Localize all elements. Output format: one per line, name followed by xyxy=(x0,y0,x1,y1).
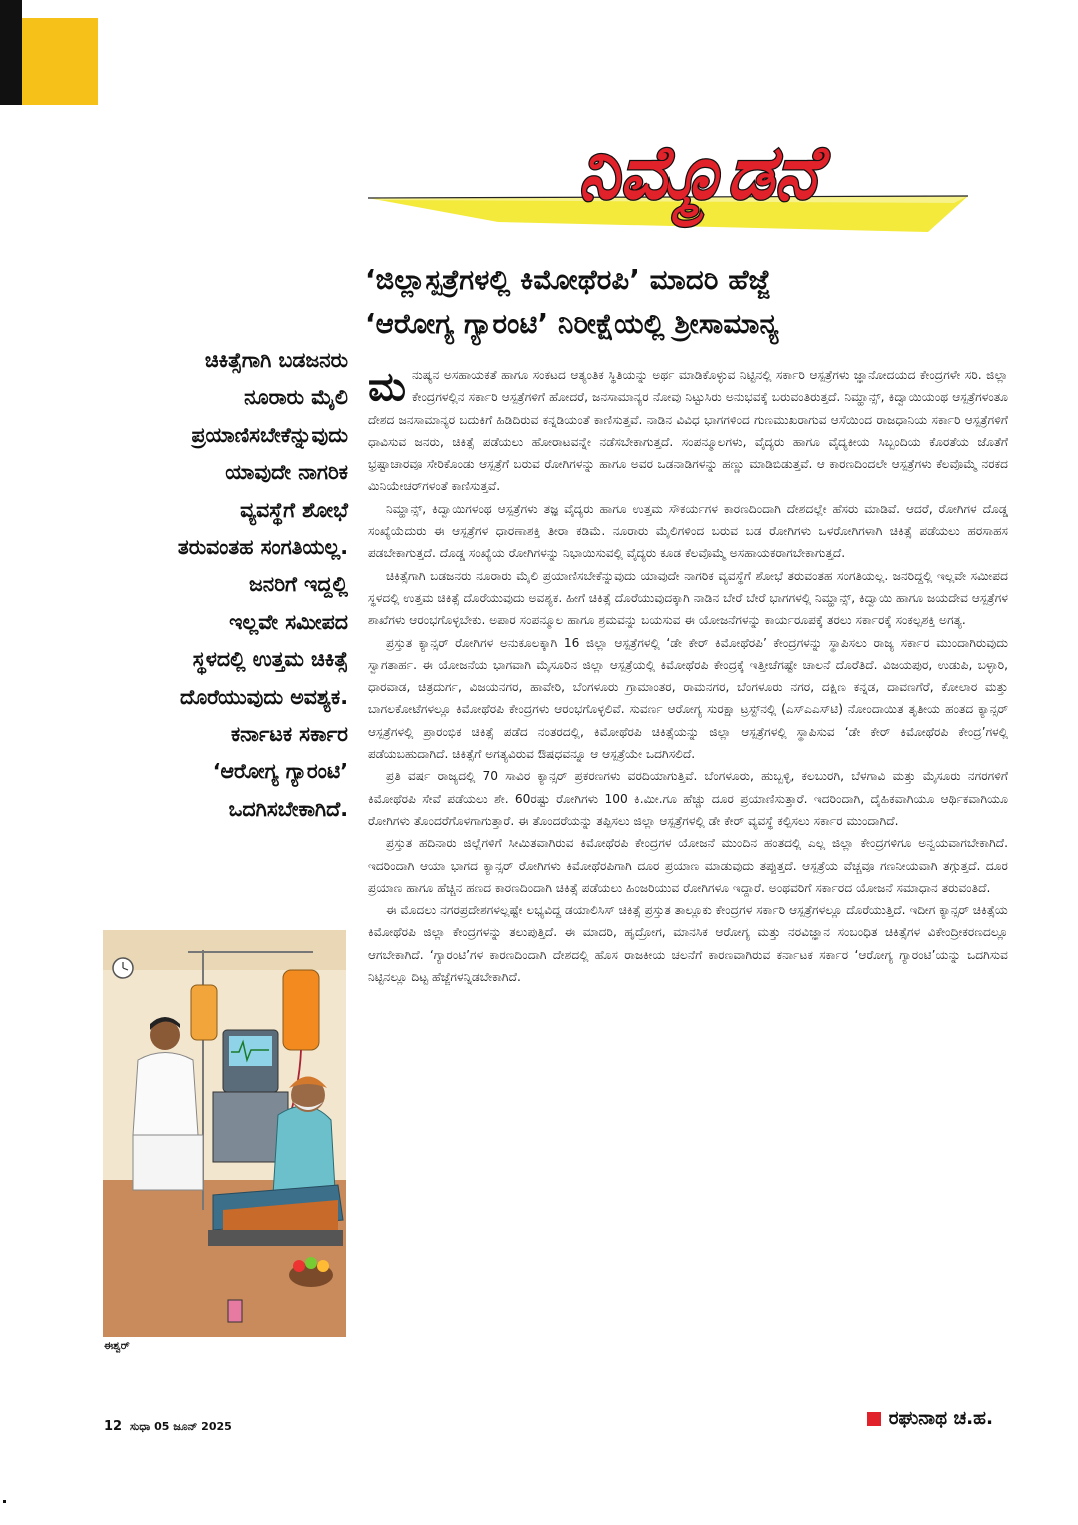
illustration-chemotherapy xyxy=(103,930,346,1337)
doctor-coat xyxy=(133,1053,198,1136)
pull-quote-line: ಇಲ್ಲವೇ ಸಮೀಪದ xyxy=(229,609,348,634)
headline xyxy=(365,258,1025,346)
iv-bag-icon xyxy=(191,985,217,1040)
logo-title: ನಿಮ್ಮೊಡನೆ xyxy=(577,130,819,216)
author-byline xyxy=(867,1408,993,1429)
article-paragraph: ಚಿಕಿತ್ಸೆಗಾಗಿ ಬಡಜನರು ನೂರಾರು ಮೈಲಿ ಪ್ರಯಾಣಿಸಬೇಕೆನ್ನುವುದು ಯಾವುದೇ ನಾಗರಿಕ ವ್ಯವಸ್ಥೆಗೆ ಶೋಭೆ ತರುವಂತಹ ಸಂಗತಿಯಲ್ಲ. ಜನರಿದ್ದಲ್ಲಿ ಇಲ್ಲವೇ ಸಮೀಪದ ಸ್ಥಳದಲ್ಲಿ ಉತ್ತಮ ಚಿಕಿತ್ಸೆ ದೊರೆಯುವುದು ಅವಶ್ಯಕ. ಹೀಗೆ ಚಿಕಿತ್ಸೆ ದೊರೆಯುವುದಕ್ಕಾಗಿ ನಾಡಿನ ಬೇರೆ ಬೇರೆ ಭಾಗಗಳಲ್ಲಿ ನಿಮ್ಹಾನ್ಸ್, ಕಿದ್ವಾಯಿ ಹಾಗೂ ಜಯದೇವ ಆಸ್ಪತ್ರೆಗಳ ಶಾಖೆಗಳು ಆರಂಭಗೊಳ್ಳಬೇಕು. ಅಪಾರ ಸಂಪನ್ಮೂಲ ಹಾಗೂ ಶ್ರಮವನ್ನು ಬಯಸುವ ಈ ಯೋಜನೆಗಳನ್ನು ಕಾರ್ಯರೂಪಕ್ಕೆ ತರಲು ಸರ್ಕಾರಕ್ಕೆ ಸಂಕಲ್ಪಶಕ್ತಿ ಅಗತ್ಯ. xyxy=(368,568,1008,628)
article-paragraph: ಈ ಮೊದಲು ನಗರಪ್ರದೇಶಗಳಲ್ಲಷ್ಟೇ ಲಭ್ಯವಿದ್ದ ಡಯಾಲಿಸಿಸ್ ಚಿಕಿತ್ಸೆ ಪ್ರಸ್ತುತ ತಾಲ್ಲೂಕು ಕೇಂದ್ರಗಳ ಸರ್ಕಾರಿ ಆಸ್ಪತ್ರೆಗಳಲ್ಲೂ ದೊರೆಯುತ್ತಿದೆ. ಇದೀಗ ಕ್ಯಾನ್ಸರ್ ಚಿಕಿತ್ಸೆಯ ಕಿಮೋಥೆರಪಿ ಜಿಲ್ಲಾ ಕೇಂದ್ರಗಳನ್ನು ತಲುಪುತ್ತಿದೆ. ಈ ಮಾದರಿ, ಹೃದ್ರೋಗ, ಮಾನಸಿಕ ಆರೋಗ್ಯ ಮತ್ತು ನರವಿಜ್ಞಾನ ಸಂಬಂಧಿತ ಚಿಕಿತ್ಸೆಗಳ ವಿಕೇಂದ್ರೀಕರಣದಲ್ಲೂ ಆಗಬೇಕಾಗಿದೆ. ‘ಗ್ಯಾರಂಟಿ’ಗಳ ಕಾರಣದಿಂದಾಗಿ ದೇಶದಲ್ಲಿ ಹೊಸ ರಾಜಕೀಯ ಚಲನೆಗೆ ಕಾರಣವಾಗಿರುವ ಕರ್ನಾಟಕ ಸರ್ಕಾರ ‘ಆರೋಗ್ಯ ಗ್ಯಾರಂಟಿ’ಯನ್ನು ಒದಗಿಸುವ ನಿಟ್ಟಿನಲ್ಲೂ ದಿಟ್ಟ ಹೆಜ್ಜೆಗಳನ್ನಿಡಬೇಕಾಗಿದೆ. xyxy=(368,903,1008,985)
corner-black-bar xyxy=(0,0,22,105)
drop-cap: ಮ xyxy=(368,364,407,410)
pull-quote-line: ಯಾವುದೇ ನಾಗರಿಕ xyxy=(225,460,348,485)
article-paragraph xyxy=(368,364,1008,498)
page-footer xyxy=(104,1419,232,1434)
margin-tick xyxy=(3,1500,6,1503)
author-name: ರಘುನಾಥ ಚ.ಹ. xyxy=(888,1408,993,1429)
article-paragraph: ಪ್ರಸ್ತುತ ಕ್ಯಾನ್ಸರ್ ರೋಗಿಗಳ ಅನುಕೂಲಕ್ಕಾಗಿ 16 ಜಿಲ್ಲಾ ಆಸ್ಪತ್ರೆಗಳಲ್ಲಿ ‘ಡೇ ಕೇರ್ ಕಿಮೋಥೆರಪಿ’ ಕೇಂದ್ರಗಳನ್ನು ಸ್ಥಾಪಿಸಲು ರಾಜ್ಯ ಸರ್ಕಾರ ಮುಂದಾಗಿರುವುದು ಸ್ವಾಗತಾರ್ಹ. ಈ ಯೋಜನೆಯ ಭಾಗವಾಗಿ ಮೈಸೂರಿನ ಜಿಲ್ಲಾ ಆಸ್ಪತ್ರೆಯಲ್ಲಿ ಕಿಮೋಥೆರಪಿ ಕೇಂದ್ರಕ್ಕೆ ಇತ್ತೀಚೆಗಷ್ಟೇ ಚಾಲನೆ ದೊರೆತಿದೆ. ವಿಜಯಪುರ, ಉಡುಪಿ, ಬಳ್ಳಾರಿ, ಧಾರವಾಡ, ಚಿತ್ರದುರ್ಗ, ವಿಜಯನಗರ, ಹಾವೇರಿ, ಬೆಂಗಳೂರು ಗ್ರಾಮಾಂತರ, ರಾಮನಗರ, ಬೆಂಗಳೂರು ನಗರ, ದಕ್ಷಿಣ ಕನ್ನಡ, ದಾವಣಗೆರೆ, ಕೋಲಾರ ಮತ್ತು ಬಾಗಲಕೋಟೆಗಳಲ್ಲೂ ಕಿಮೋಥೆರಪಿ ಕೇಂದ್ರಗಳು ಆರಂಭಗೊಳ್ಳಲಿವೆ. ಸುವರ್ಣ ಆರೋಗ್ಯ ಸುರಕ್ಷಾ ಟ್ರಸ್ಟ್‌ನಲ್ಲಿ (ಎಸ್‌ಎಎಸ್‌ಟಿ) ನೋಂದಾಯಿತ ತೃತೀಯ ಹಂತದ ಕ್ಯಾನ್ಸರ್ ಆಸ್ಪತ್ರೆಗಳಲ್ಲಿ ಪ್ರಾರಂಭಿಕ ಚಿಕಿತ್ಸೆ ಪಡೆದ ನಂತರದಲ್ಲಿ, ಕಿಮೋಥೆರಪಿ ಚಿಕಿತ್ಸೆಯನ್ನು ಜಿಲ್ಲಾ ಆಸ್ಪತ್ರೆಗಳಲ್ಲಿ ಸ್ಥಾಪಿಸುವ ‘ಡೇ ಕೇರ್ ಕಿಮೋಥೆರಪಿ ಕೇಂದ್ರ’ಗಳಲ್ಲಿ ಪಡೆಯಬಹುದಾಗಿದೆ. ಚಿಕಿತ್ಸೆಗೆ ಅಗತ್ಯವಿರುವ ಔಷಧವನ್ನೂ ಆ ಆಸ್ಪತ್ರೆಯೇ ಒದಗಿಸಲಿದೆ. xyxy=(368,635,1008,762)
page-number: 12 xyxy=(104,1419,123,1434)
pull-quote-line: ಚಿಕಿತ್ಸೆಗಾಗಿ ಬಡಜನರು xyxy=(204,348,348,372)
pull-quote-line: ದೊರೆಯುವುದು ಅವಶ್ಯಕ. xyxy=(180,684,348,709)
pull-quote-line: ವ್ಯವಸ್ಥೆಗೆ ಶೋಭೆ xyxy=(240,497,348,522)
article-paragraph: ಪ್ರತಿ ವರ್ಷ ರಾಜ್ಯದಲ್ಲಿ 70 ಸಾವಿರ ಕ್ಯಾನ್ಸರ್ ಪ್ರಕರಣಗಳು ವರದಿಯಾಗುತ್ತಿವೆ. ಬೆಂಗಳೂರು, ಹುಬ್ಬಳ್ಳಿ, ಕಲಬುರಗಿ, ಬೆಳಗಾವಿ ಮತ್ತು ಮೈಸೂರು ನಗರಗಳಿಗೆ ಕಿಮೋಥೆರಪಿ ಸೇವೆ ಪಡೆಯಲು ಶೇ. 60ರಷ್ಟು ರೋಗಿಗಳು 100 ಕಿ.ಮೀ.ಗೂ ಹೆಚ್ಚು ದೂರ ಪ್ರಯಾಣಿಸುತ್ತಾರೆ. ಇದರಿಂದಾಗಿ, ದೈಹಿಕವಾಗಿಯೂ ಆರ್ಥಿಕವಾಗಿಯೂ ರೋಗಿಗಳು ತೊಂದರೆಗೊಳಗಾಗುತ್ತಾರೆ. ಈ ತೊಂದರೆಯನ್ನು ತಪ್ಪಿಸಲು ಜಿಲ್ಲಾ ಆಸ್ಪತ್ರೆಗಳಲ್ಲಿ ಡೇ ಕೇರ್ ವ್ಯವಸ್ಥೆ ಕಲ್ಪಿಸಲು ಸರ್ಕಾರ ಮುಂದಾಗಿದೆ. xyxy=(368,769,1008,828)
section-logo-art xyxy=(368,110,1008,260)
magazine-name: ಸುಧಾ xyxy=(129,1420,151,1433)
section-logo xyxy=(368,110,1008,260)
pull-quote-line: ಕರ್ನಾಟಕ ಸರ್ಕಾರ xyxy=(230,722,348,747)
pull-quote-line: ಸ್ಥಳದಲ್ಲಿ ಉತ್ತಮ ಚಿಕಿತ್ಸೆ xyxy=(192,647,348,672)
illustration-art xyxy=(103,930,346,1337)
paragraph-text: ನುಷ್ಯನ ಅಸಹಾಯಕತೆ ಹಾಗೂ ಸಂಕಟದ ಆತ್ಯಂತಿಕ ಸ್ಥಿತಿಯನ್ನು ಅರ್ಥ ಮಾಡಿಕೊಳ್ಳುವ ನಿಟ್ಟಿನಲ್ಲಿ ಸರ್ಕಾರಿ ಆಸ್ಪತ್ರೆಗಳು ಜ್ಞಾನೋದಯದ ಕೇಂದ್ರಗಳೇ ಸರಿ. ಜಿಲ್ಲಾ ಕೇಂದ್ರಗಳಲ್ಲಿನ ಸರ್ಕಾರಿ ಆಸ್ಪತ್ರೆಗಳಿಗೆ ಹೋದರೆ, ಜನಸಾಮಾನ್ಯರ ನೋವು ನಿಟ್ಟುಸಿರು ಅನುಭವಕ್ಕೆ ಬರುವಂತಿರುತ್ತದೆ. ನಿಮ್ಹಾನ್ಸ್, ಕಿದ್ವಾಯಿಯಂಥ ಆಸ್ಪತ್ರೆಗಳಂತೂ ದೇಶದ ಜನಸಾಮಾನ್ಯರ ಬದುಕಿಗೆ ಹಿಡಿದಿರುವ ಕನ್ನಡಿಯಂತೆ ಕಾಣಿಸುತ್ತವೆ. ನಾಡಿನ ವಿವಿಧ ಭಾಗಗಳಿಂದ ಗುಣಮುಖರಾಗುವ ಆಸೆಯಿಂದ ರಾಜಧಾನಿಯ ಸರ್ಕಾರಿ ಆಸ್ಪತ್ರೆಗಳಿಗೆ ಧಾವಿಸುವ ಜನರು, ಚಿಕಿತ್ಸೆ ಪಡೆಯಲು ಹೋರಾಟವನ್ನೇ ನಡೆಸಬೇಕಾಗುತ್ತದೆ. ಸಂಪನ್ಮೂಲಗಳು, ವೈದ್ಯರು ಹಾಗೂ ವೈದ್ಯಕೀಯ ಸಿಬ್ಬಂದಿಯ ಕೊರತೆಯ ಜೊತೆಗೆ ಭ್ರಷ್ಟಾಚಾರವೂ ಸೇರಿಕೊಂಡು ಆಸ್ಪತ್ರೆಗೆ ಬರುವ ರೋಗಿಗಳನ್ನು ಹಾಗೂ ಅವರ ಒಡನಾಡಿಗಳನ್ನು ಹಣ್ಣು ಮಾಡಿಬಿಡುತ್ತವೆ. ಆ ಕಾರಣದಿಂದಲೇ ಆಸ್ಪತ್ರೆಗಳು ಕೆಲವೊಮ್ಮೆ ನರಕದ ಮಿನಿಯೇಚರ್‌ಗಳಂತೆ ಕಾಣಿಸುತ್ತವೆ. xyxy=(368,368,1008,494)
article-paragraph: ಪ್ರಸ್ತುತ ಹದಿನಾರು ಜಿಲ್ಲೆಗಳಿಗೆ ಸೀಮಿತವಾಗಿರುವ ಕಿಮೋಥೆರಪಿ ಕೇಂದ್ರಗಳ ಯೋಜನೆ ಮುಂದಿನ ಹಂತದಲ್ಲಿ ಎಲ್ಲ ಜಿಲ್ಲಾ ಕೇಂದ್ರಗಳಿಗೂ ಅನ್ವಯವಾಗಬೇಕಾಗಿದೆ. ಇದರಿಂದಾಗಿ ಆಯಾ ಭಾಗದ ಕ್ಯಾನ್ಸರ್ ರೋಗಿಗಳು ಕಿಮೋಥೆರಪಿಗಾಗಿ ದೂರ ಪ್ರಯಾಣ ಮಾಡುವುದು ತಪ್ಪುತ್ತದೆ. ಆಸ್ಪತ್ರೆಯ ವೆಚ್ಚವೂ ಗಣನೀಯವಾಗಿ ತಗ್ಗುತ್ತದೆ. ದೂರ ಪ್ರಯಾಣ ಹಾಗೂ ಹೆಚ್ಚಿನ ಹಣದ ಕಾರಣದಿಂದಾಗಿ ಚಿಕಿತ್ಸೆ ಪಡೆಯಲು ಹಿಂಜರಿಯುವ ರೋಗಿಗಳೂ ಇದ್ದಾರೆ. ಅಂಥವರಿಗೆ ಸರ್ಕಾರದ ಯೋಜನೆ ಸಮಾಧಾನ ತರುವಂತಿದೆ. xyxy=(368,836,1008,895)
pull-quote-line: ಪ್ರಯಾಣಿಸಬೇಕೆನ್ನುವುದು xyxy=(191,422,348,447)
patient-gown xyxy=(273,1106,335,1195)
article-body xyxy=(368,364,1008,988)
pull-quote-line: ಒದಗಿಸಬೇಕಾಗಿದೆ. xyxy=(228,796,348,821)
pull-quote-line: ತರುವಂತಹ ಸಂಗತಿಯಲ್ಲ. xyxy=(177,535,348,560)
red-square-icon xyxy=(867,1412,881,1426)
pull-quote-line: ಜನರಿಗೆ ಇದ್ದಲ್ಲಿ xyxy=(249,572,348,597)
headline-line-2: ‘ಆರೋಗ್ಯ ಗ್ಯಾರಂಟಿ’ ನಿರೀಕ್ಷೆಯಲ್ಲಿ ಶ್ರೀಸಾಮಾನ್ಯ xyxy=(365,308,779,340)
issue-date: 05 ಜೂನ್ 2025 xyxy=(154,1420,232,1433)
pull-quote-line: ನೂರಾರು ಮೈಲಿ xyxy=(244,385,348,410)
pull-quote-line: ‘ಆರೋಗ್ಯ ಗ್ಯಾರಂಟಿ’ xyxy=(212,759,348,784)
headline-line-1: ‘ಜಿಲ್ಲಾಸ್ಪತ್ರೆಗಳಲ್ಲಿ ಕಿಮೋಥೆರಪಿ’ ಮಾದರಿ ಹೆಜ್ಜೆ xyxy=(365,264,771,296)
corner-yellow-block xyxy=(22,18,98,105)
pull-quote xyxy=(60,342,348,828)
article-paragraph: ನಿಮ್ಹಾನ್ಸ್, ಕಿದ್ವಾಯಿಗಳಂಥ ಆಸ್ಪತ್ರೆಗಳು ತಜ್ಞ ವೈದ್ಯರು ಹಾಗೂ ಉತ್ತಮ ಸೌಕರ್ಯಗಳ ಕಾರಣದಿಂದಾಗಿ ದೇಶದಲ್ಲೇ ಹೆಸರು ಮಾಡಿವೆ. ಆದರೆ, ರೋಗಿಗಳ ದೊಡ್ಡ ಸಂಖ್ಯೆಯೆದುರು ಈ ಆಸ್ಪತ್ರೆಗಳ ಧಾರಣಾಶಕ್ತಿ ತೀರಾ ಕಡಿಮೆ. ನೂರಾರು ಮೈಲಿಗಳಿಂದ ಬರುವ ಬಡ ರೋಗಿಗಳು ಒಳರೋಗಿಗಳಾಗಿ ಚಿಕಿತ್ಸೆ ಪಡೆಯಲು ಹರಸಾಹಸ ಪಡಬೇಕಾಗುತ್ತದೆ. ದೊಡ್ಡ ಸಂಖ್ಯೆಯ ರೋಗಿಗಳನ್ನು ನಿಭಾಯಿಸುವಲ್ಲಿ ವೈದ್ಯರು ಕೂಡ ಕೆಲವೊಮ್ಮೆ ಅಸಹಾಯಕರಾಗಬೇಕಾಗುತ್ತದೆ. xyxy=(368,501,1008,561)
iv-bag-icon xyxy=(283,970,319,1050)
illustration-credit: ಈಶ್ವರ್ xyxy=(104,1340,130,1352)
